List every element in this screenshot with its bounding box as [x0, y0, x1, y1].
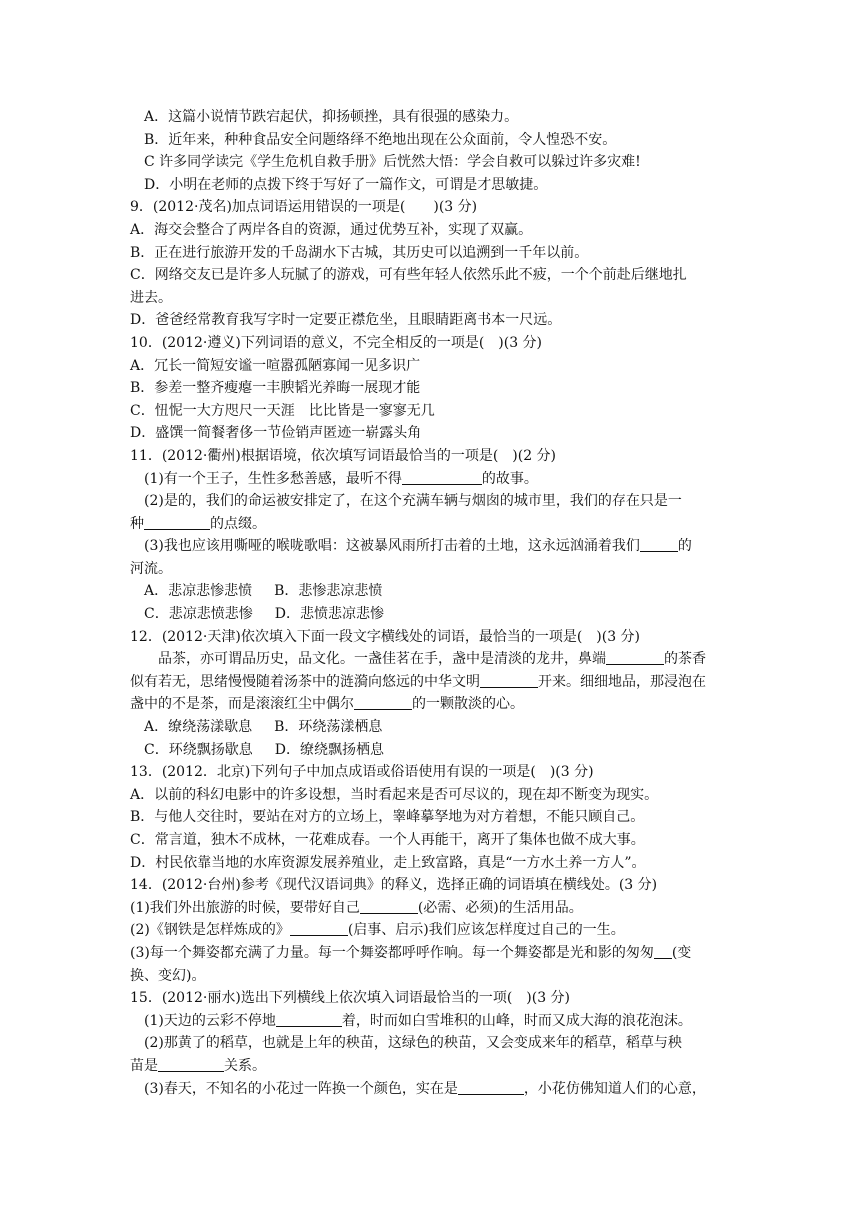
q13-stem: 13．(2012．北京)下列句子中加点成语或俗语使用有误的一项是( )(3 分)	[130, 764, 594, 781]
q11-stem: 11．(2012·衢州)根据语境，依次填写词语最恰当的一项是( )(2 分)	[130, 447, 557, 464]
q12-stem: 12．(2012·天津)依次填入下面一段文字横线处的词语，最恰当的一项是( )(3 分)	[130, 628, 641, 645]
q10-option-d: D．盛馔一简餐奢侈一节俭销声匿迹一崭露头角	[130, 425, 422, 442]
q14-sentence-3-cont: 换、变幻)。	[130, 967, 206, 984]
q11-sentence-3: (3)我也应该用嘶哑的喉咙歌唱：这被暴风雨所打击着的土地，这永远汹涌着我们 的	[144, 538, 692, 555]
q15-sentence-3: (3)春天，不知名的小花过一阵换一个颜色，实在是 ，小花仿佛知道人们的心意，	[144, 1080, 706, 1097]
fill-blank	[654, 944, 672, 959]
q15-sentence-1: (1)天边的云彩不停地 着，时而如白雪堆积的山峰，时而又成大海的浪花泡沫。	[144, 1012, 692, 1029]
q14-sentence-2: (2)《钢铁是怎样炼成的》 (启事、启示)我们应该怎样度过自己的一生。	[130, 922, 625, 939]
q13-option-c: C．常言道，独木不成林，一花难成春。一个人再能干，离开了集体也做不成大事。	[130, 832, 645, 848]
fill-blank	[354, 695, 412, 710]
q11-sentence-2: (2)是的，我们的命运被安排定了，在这个充满车辆与烟囱的城市里，我们的存在只是一	[144, 493, 682, 510]
q11-option-b: B．悲惨悲凉悲愤	[274, 583, 383, 600]
q12-option-c: C．环绕飘扬歇息	[144, 741, 253, 758]
fill-blank	[360, 899, 418, 914]
q11-option-d: D．悲愤悲凉悲惨	[274, 606, 384, 623]
q10-option-c: C．忸怩一大方咫尺一天涯 比比皆是一寥寥无几	[130, 402, 435, 419]
q13-option-a: A．以前的科幻电影中的许多设想，当时看起来是否可尽议的，现在却不断变为现实。	[130, 786, 659, 803]
fill-blank	[290, 921, 348, 936]
fill-blank	[158, 1057, 224, 1072]
q12-passage-3: 盏中的不是茶，而是滚滚红尘中偶尔 的一颗散淡的心。	[130, 696, 524, 713]
q9-option-b: B．正在进行旅游开发的千岛湖水下古城，其历史可以追溯到一千年以前。	[130, 244, 589, 261]
q11-options-ab	[130, 580, 800, 603]
q12-passage-2: 似有若无，思绪慢慢随着汤茶中的涟漪向悠远的中华文明 开来。细细地品，那浸泡在	[130, 673, 706, 690]
q9-option-c-cont: 进去。	[130, 289, 172, 306]
q15-stem: 15．(2012·丽水)选出下列横线上依次填入词语最恰当的一项( )(3 分)	[130, 990, 571, 1007]
fill-blank	[144, 515, 210, 530]
q11-option-c: C．悲凉悲愤悲惨	[144, 606, 253, 623]
q11-sentence-1: (1)有一个王子，生性多愁善感，最听不得 的故事。	[144, 470, 538, 487]
fill-blank	[606, 650, 664, 665]
q12-option-b: B．环绕荡漾栖息	[274, 719, 383, 736]
q11-sentence-3-cont: 河流。	[130, 560, 172, 577]
q14-sentence-3: (3)每一个舞姿都充满了力量。每一个舞姿都呼呼作响。每一个舞姿都是光和影的匆匆 (变	[130, 944, 692, 961]
fill-blank	[402, 470, 482, 485]
fill-blank	[480, 673, 538, 688]
q8-option-d: D．小明在老师的点拨下终于写好了一篇作文，可谓是才思敏捷。	[144, 176, 548, 193]
q10-option-a: A．冗长一简短安谧一喧嚣孤陋寡闻一见多识广	[130, 357, 421, 374]
q11-option-a: A．悲凉悲惨悲愤	[144, 583, 253, 600]
fill-blank	[640, 537, 678, 552]
fill-blank	[458, 1080, 524, 1095]
q10-stem: 10．(2012·遵义)下列词语的意义，不完全相反的一项是( )(3 分)	[130, 334, 543, 351]
q8-option-b: B．近年来，种种食品安全问题络绎不绝地出现在公众面前，令人惶恐不安。	[144, 131, 617, 148]
q9-option-a: A．海交会整合了两岸各自的资源，通过优势互补，实现了双赢。	[130, 221, 533, 238]
q11-sentence-2-cont: 种 的点缀。	[130, 515, 266, 532]
q12-options-ab	[130, 716, 800, 739]
q9-option-d: D．爸爸经常教育我写字时一定要正襟危坐，且眼睛距离书本一尺远。	[130, 312, 562, 329]
q10-option-b: B．参差一整齐瘦瘪一丰腴韬光养晦一展现才能	[130, 380, 421, 397]
q13-option-b: B．与他人交往时，要站在对方的立场上，睾峰摹孥地为对方着想，不能只顾自己。	[130, 809, 645, 826]
q14-stem: 14．(2012·台州)参考《现代汉语词典》的释义，选择正确的词语填在横线处。(3 分)	[130, 877, 658, 894]
q9-stem: 9．(2012·茂名)加点词语运用错误的一项是( )(3 分)	[130, 199, 478, 216]
q15-sentence-2-cont: 苗是 关系。	[130, 1057, 266, 1074]
q13-option-d: D．村民依靠当地的水库资源发展养殖业，走上致富路，真是“一方水土养一方人”。	[130, 854, 646, 871]
q11-options-cd	[130, 603, 800, 626]
q14-sentence-1: (1)我们外出旅游的时候，要带好自己 (必需、必须)的生活用品。	[130, 899, 583, 916]
q15-sentence-2: (2)那黄了的稻草，也就是上年的秧苗，这绿色的秧苗，又会变成来年的稻草，稻草与秧	[144, 1035, 682, 1052]
q9-option-c: C．网络交友已是许多人玩腻了的游戏，可有些年轻人依然乐此不疲，一个个前赴后继地扎	[130, 267, 687, 284]
q12-passage-1: 品茶，亦可谓品历史，品文化。一盏佳茗在手，盏中是清淡的龙井，鼻端 的茶香	[158, 651, 706, 668]
q12-options-cd	[130, 739, 800, 762]
q8-option-c: C 许多同学读完《学生危机自救手册》后恍然大悟：学会自救可以躲过许多灾难!	[144, 154, 641, 171]
fill-blank	[276, 1012, 342, 1027]
q8-option-a: A．这篇小说情节跌宕起伏，抑扬顿挫，具有很强的感染力。	[144, 109, 519, 125]
q12-option-a: A．缭绕荡漾歇息	[144, 719, 253, 736]
q12-option-d: D．缭绕飘扬栖息	[274, 741, 384, 758]
